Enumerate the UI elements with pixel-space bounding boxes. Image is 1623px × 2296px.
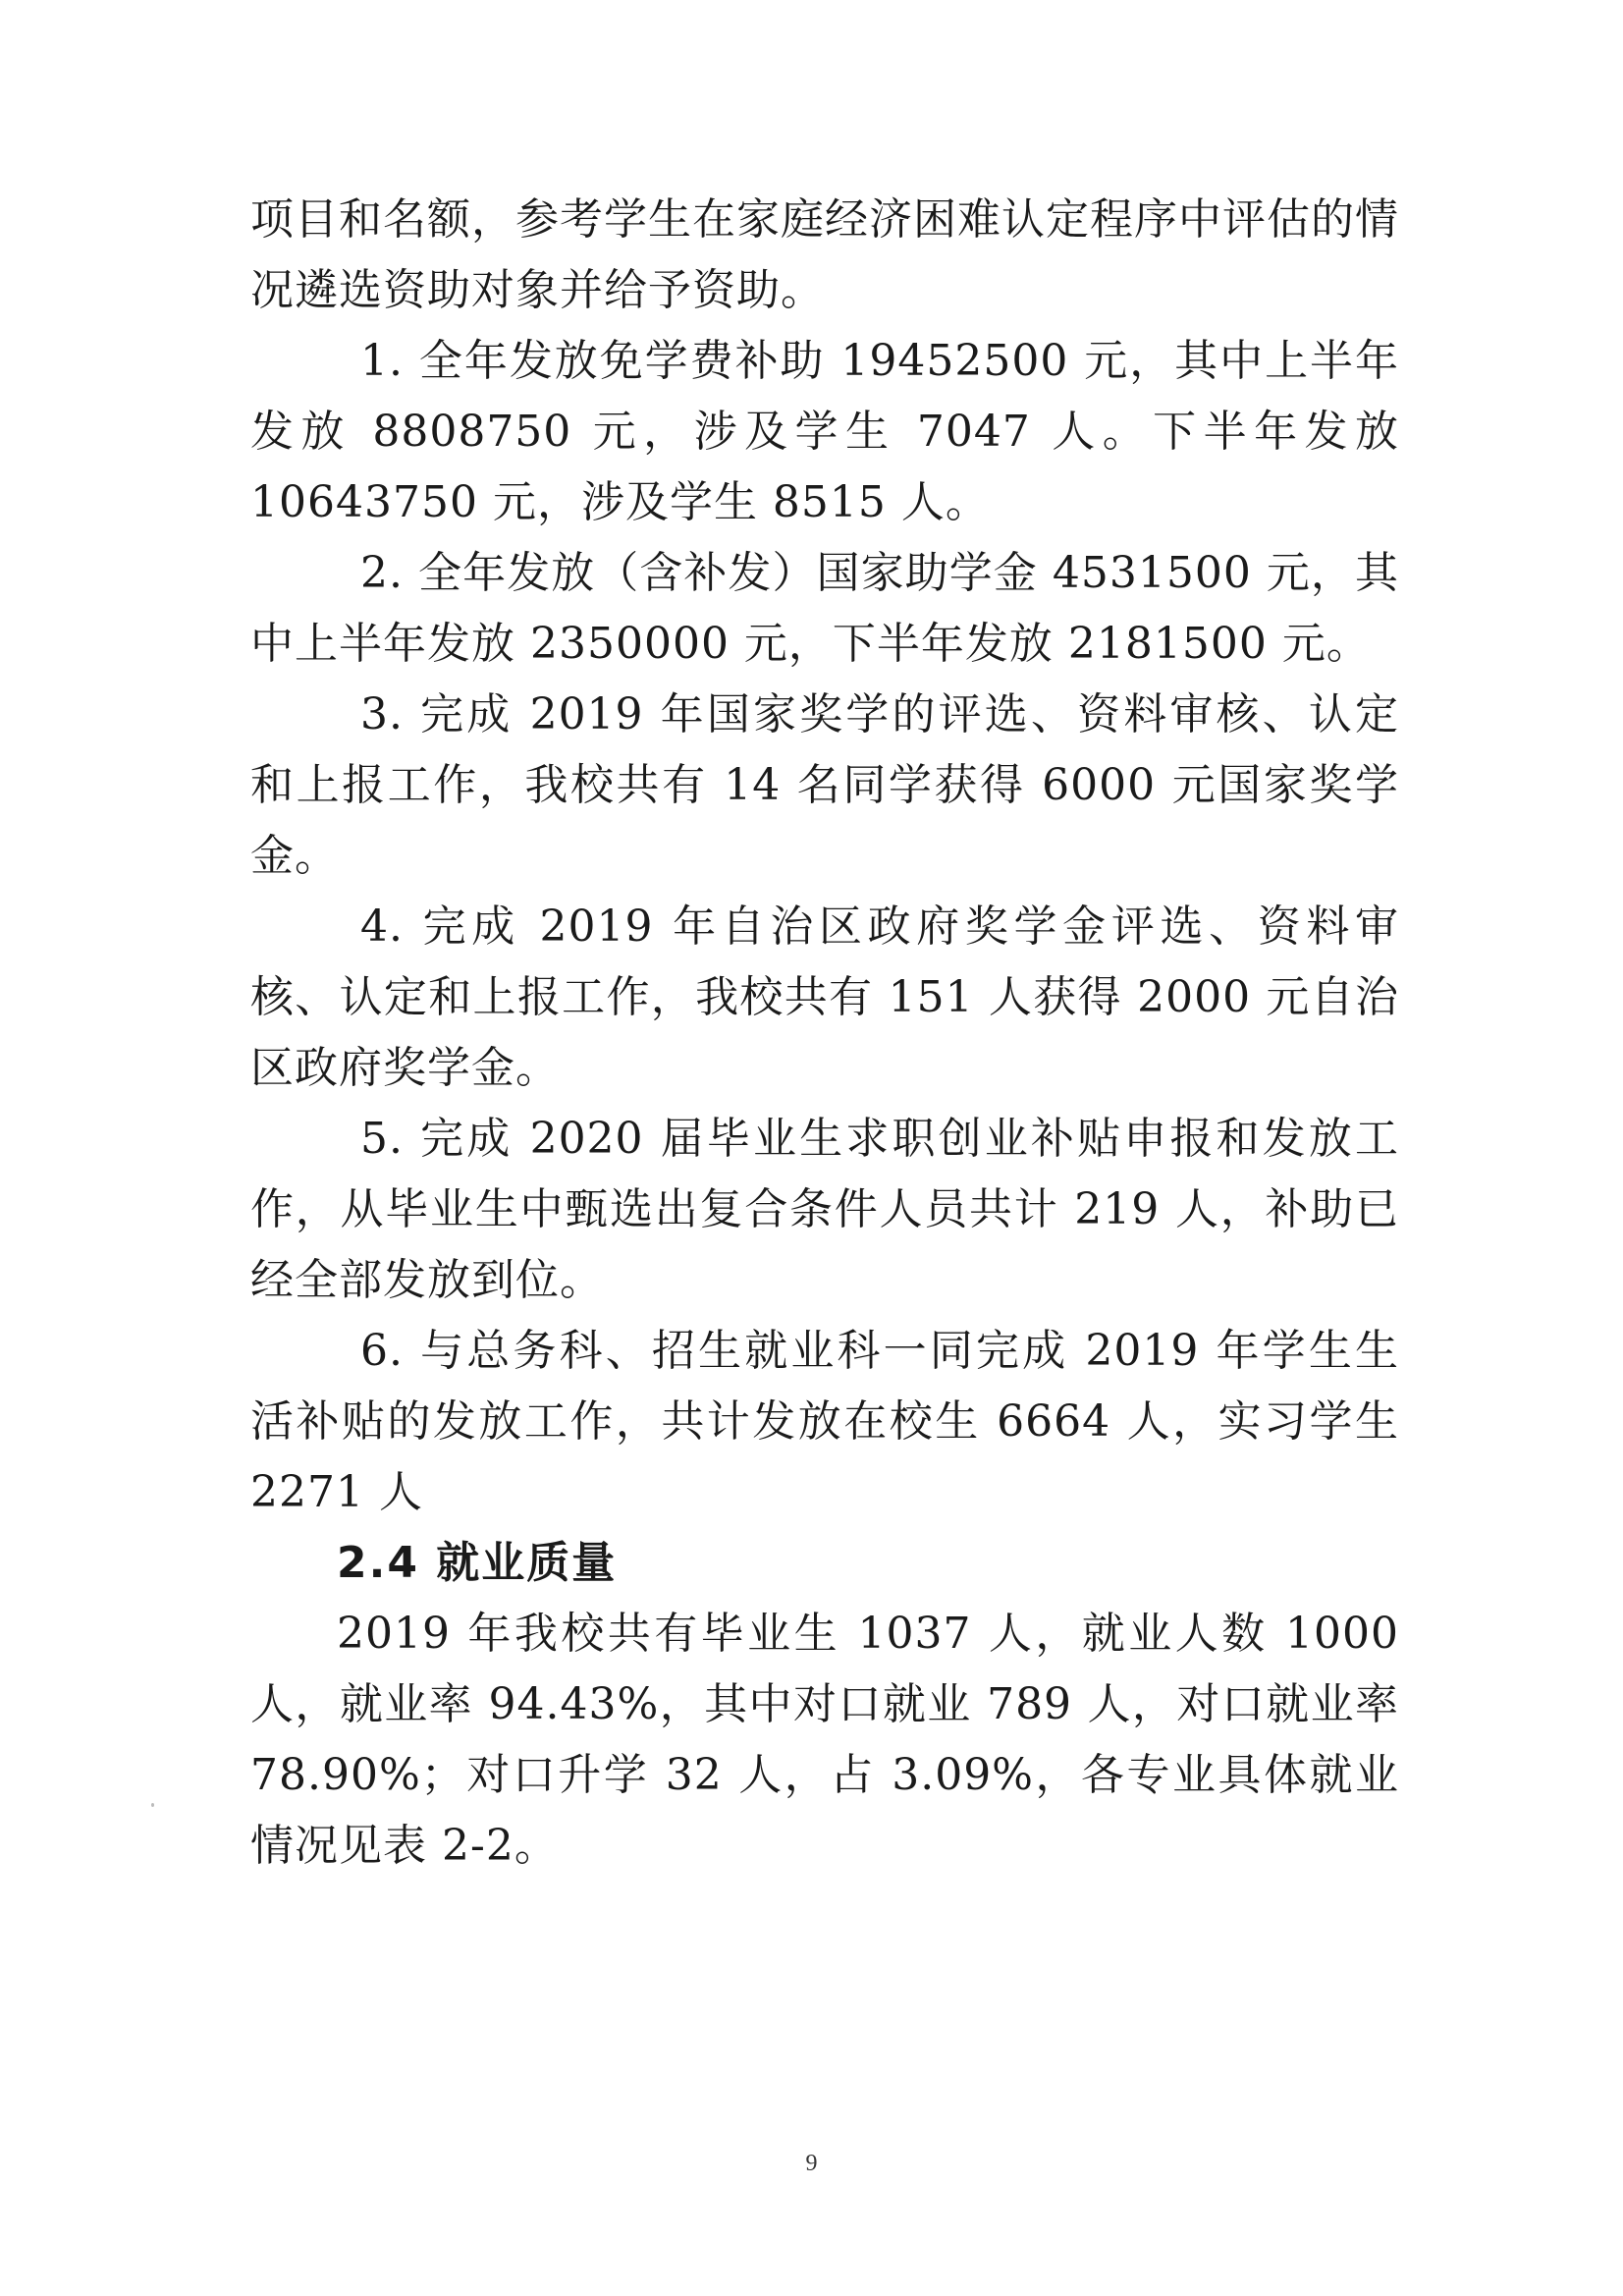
paragraph-item-2: 2. 全年发放（含补发）国家助学金 4531500 元，其中上半年发放 2350000 元，下半年发放 2181500 元。 (250, 548, 1399, 669)
paragraph-item-3: 3. 完成 2019 年国家奖学的评选、资料审核、认定和上报工作，我校共有 14 名同学获得 6000 元国家奖学金。 (250, 689, 1399, 881)
paragraph-continuation: 项目和名额，参考学生在家庭经济困难认定程序中评估的情况遴选资助对象并给予资助。 (250, 194, 1399, 315)
paragraph-item-4: 4. 完成 2019 年自治区政府奖学金评选、资料审核、认定和上报工作，我校共有 151 人获得 2000 元自治区政府奖学金。 (250, 902, 1399, 1093)
body-text (250, 185, 1399, 1882)
page-number: 9 (805, 2151, 818, 2176)
paragraph-item-1: 1. 全年发放免学费补助 19452500 元，其中上半年发放 8808750 元，涉及学生 7047 人。下半年发放 10643750 元，涉及学生 8515 人。 (250, 336, 1399, 527)
paragraph-item-6: 6. 与总务科、招生就业科一同完成 2019 年学生生活补贴的发放工作，共计发放在校生 6664 人，实习学生 2271 人 (250, 1326, 1399, 1517)
scan-speck (151, 1803, 154, 1807)
section-heading: 2.4 就业质量 (337, 1538, 618, 1588)
paragraph-item-5: 5. 完成 2020 届毕业生求职创业补贴申报和发放工作，从毕业生中甄选出复合条件人员共计 219 人，补助已经全部发放到位。 (250, 1114, 1399, 1305)
employment-paragraph: 2019 年我校共有毕业生 1037 人，就业人数 1000 人，就业率 94.43%，其中对口就业 789 人，对口就业率 78.90%；对口升学 32 人，占 3.09%，各专业具体就业情况见表 2-2。 (250, 1609, 1399, 1871)
